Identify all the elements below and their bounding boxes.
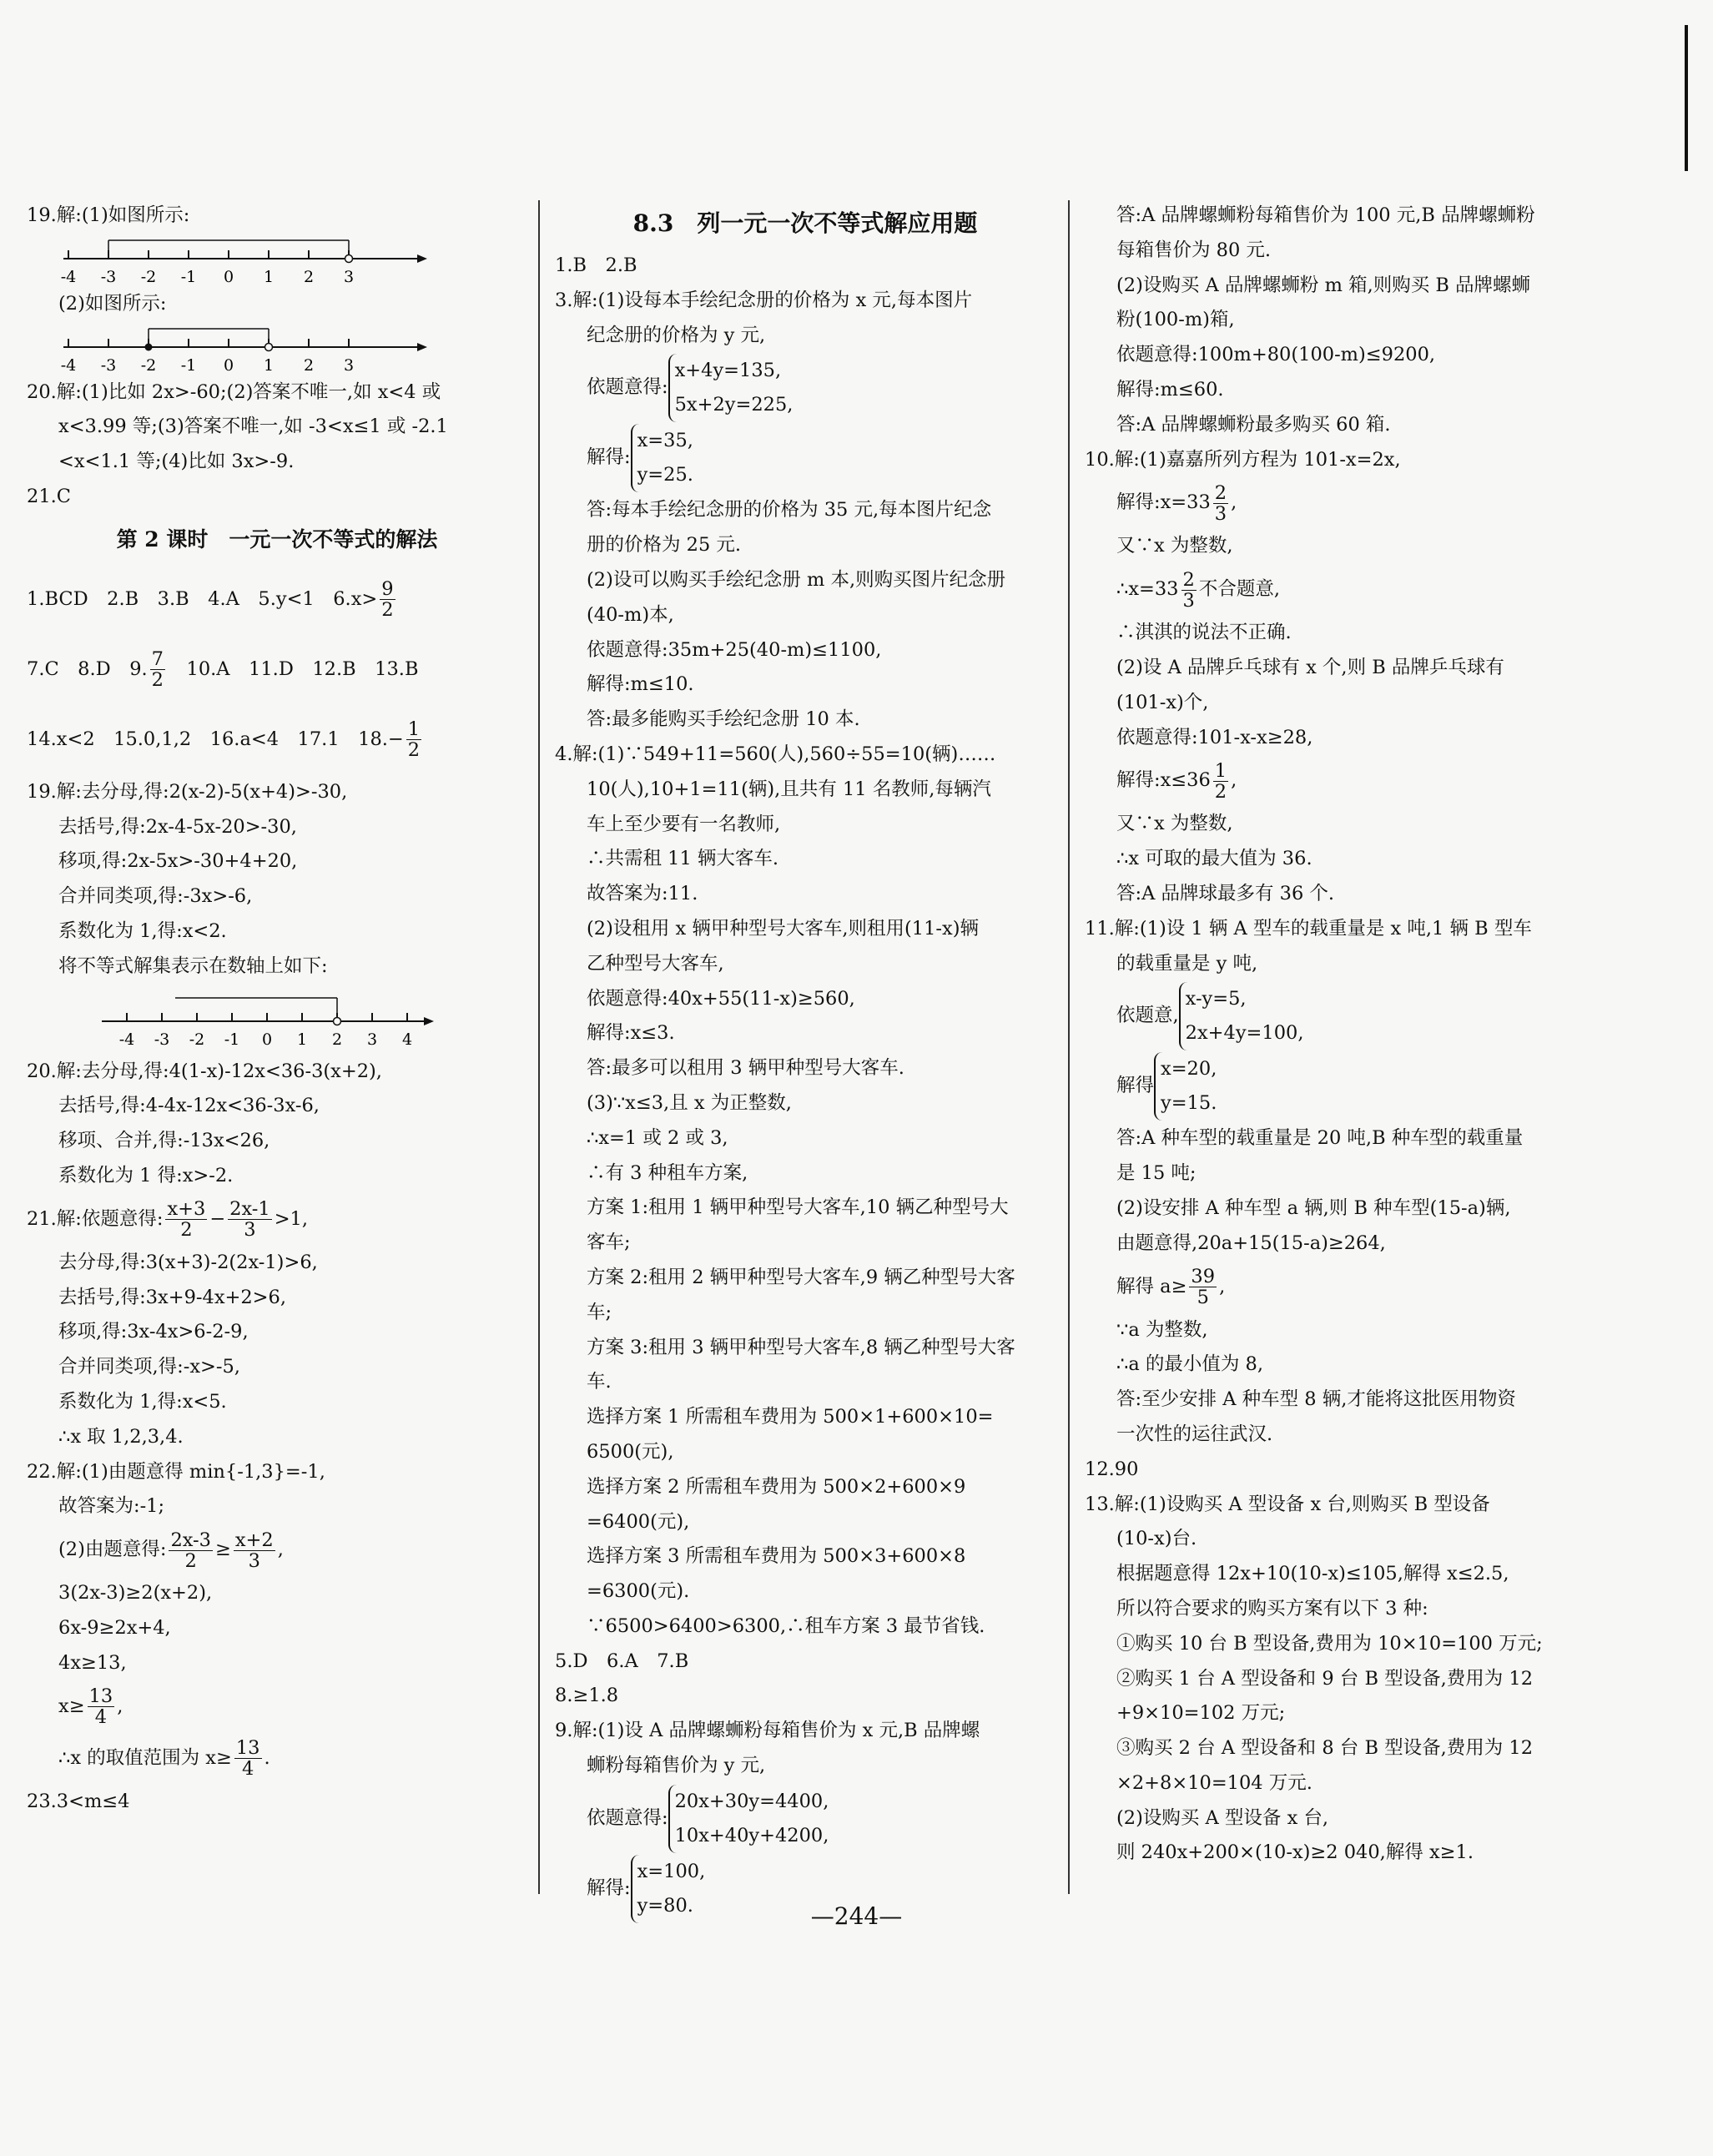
text-line: 车; xyxy=(587,1301,612,1323)
scan-edge-mark xyxy=(1685,25,1688,171)
text-line: +9×10=102 万元; xyxy=(1116,1702,1286,1725)
text-line: 客车; xyxy=(587,1232,631,1254)
number-line-3 xyxy=(27,985,461,1055)
solution-line: ∴x 取 1,2,3,4. xyxy=(58,1425,184,1448)
column-divider xyxy=(538,200,540,1894)
q22-range: ∴x 的取值范围为 x≥ $\frac{13}{4}$ . xyxy=(58,1737,270,1781)
solution-line: 移项,得:2x-5x>-30+4+20, xyxy=(58,850,298,873)
solution-line: 移项、合并,得:-13x<26, xyxy=(58,1130,270,1152)
tick-label: 3 xyxy=(343,267,355,286)
text-line: 解得:m≤60. xyxy=(1116,378,1224,400)
text-line: 依题意得:100m+80(100-m)≤9200, xyxy=(1116,344,1436,366)
tick-label: -3 xyxy=(154,1030,170,1049)
tick-label: 3 xyxy=(366,1030,378,1049)
tick-label: -2 xyxy=(140,355,157,375)
text-line: ③购买 2 台 A 型设备和 8 台 B 型设备,费用为 12 xyxy=(1116,1737,1534,1760)
text-block xyxy=(1085,1121,1619,1261)
q19-line: 19.解:(1)如图所示: xyxy=(27,204,190,226)
text-line: ∴x=1 或 2 或 3, xyxy=(587,1126,728,1149)
text-line: 方案 3:租用 3 辆甲种型号大客车,8 辆乙种型号大客 xyxy=(587,1336,1015,1358)
text-line: 则 240x+200×(10-x)≥2 040,解得 x≥1. xyxy=(1116,1841,1474,1864)
tick-label: 2 xyxy=(303,267,315,286)
text-line: 1.B 2.B xyxy=(555,254,637,276)
q22-inequality: (2)由题意得: $\frac{2x-3}{2}$ ≥ $\frac{x+2}{3}$ , xyxy=(58,1529,284,1572)
fraction: $\frac{13}{4}$ xyxy=(88,1685,113,1729)
tick-label: 0 xyxy=(223,355,234,375)
fraction: $\frac{9}{2}$ xyxy=(381,578,394,622)
text-line: (3)∵x≤3,且 x 为正整数, xyxy=(587,1091,792,1114)
text-line: 解得:m≤10. xyxy=(587,673,694,696)
tick-label: 1 xyxy=(263,267,275,286)
text-line: 由题意得,20a+15(15-a)≥264, xyxy=(1116,1232,1386,1254)
text-line: 答:A 种车型的载重量是 20 吨,B 种车型的载重量 xyxy=(1116,1127,1524,1150)
text-line: ∴共需租 11 辆大客车. xyxy=(587,848,779,870)
tick-label: -1 xyxy=(180,267,197,286)
text-line: 的载重量是 y 吨, xyxy=(1116,952,1258,975)
text-line: (2)设安排 A 种车型 a 辆,则 B 种车型(15-a)辆, xyxy=(1116,1196,1511,1219)
q20-line2: x<3.99 等;(3)答案不唯一,如 -3<x≤1 或 -2.1 xyxy=(58,416,448,438)
equation-system: 依题意, x-y=5, 2x+4y=100, xyxy=(1085,981,1619,1051)
text-line: (2)设购买 A 品牌螺蛳粉 m 箱,则购买 B 品牌螺蛳 xyxy=(1116,274,1531,296)
solution-line: 故答案为:-1; xyxy=(58,1495,165,1518)
solution-line: 将不等式解集表示在数轴上如下: xyxy=(58,955,328,977)
tick-label: -4 xyxy=(118,1030,135,1049)
solution-line: 去括号,得:2x-4-5x-20>-30, xyxy=(58,815,297,838)
q21-equation: 21.解:依题意得: $\frac{x+3}{2}$ − $\frac{2x-1}{3}$ >1, xyxy=(27,1198,309,1242)
q23-answer: 23.3<m≤4 xyxy=(27,1790,130,1812)
number-line-2 xyxy=(27,322,461,375)
fraction: $\frac{39}{5}$ xyxy=(1191,1266,1216,1309)
text-line: (2)设可以购买手绘纪念册 m 本,则购买图片纪念册 xyxy=(587,568,1006,591)
q19-part2: (2)如图所示: xyxy=(58,292,167,315)
tick-label: 4 xyxy=(401,1030,413,1049)
text-line: 3.解:(1)设每本手绘纪念册的价格为 x 元,每本图片 xyxy=(555,289,973,311)
solution-line: 去括号,得:3x+9-4x+2>6, xyxy=(58,1286,286,1308)
text-line: 4.解:(1)∵549+11=560(人),560÷55=10(辆)…… xyxy=(555,743,996,765)
tick-label: 0 xyxy=(261,1030,273,1049)
equation-system: 依题意得: 20x+30y=4400, 10x+40y+4200, xyxy=(555,1784,1056,1854)
text-line: 11.解:(1)设 1 辆 A 型车的载重量是 x 吨,1 辆 B 型车 xyxy=(1085,917,1532,939)
text-line: 12.90 xyxy=(1085,1458,1139,1480)
equation-system: 依题意得: x+4y=135, 5x+2y=225, xyxy=(555,353,1056,423)
answers-row-1: 1.BCD 2.B 3.B 4.A 5.y<1 6.x> $\frac{9}{2}$ xyxy=(27,578,394,622)
tick-label: 0 xyxy=(223,267,234,286)
number-line-1 xyxy=(27,234,461,287)
text-line: 答:A 品牌螺蛳粉最多购买 60 箱. xyxy=(1116,413,1391,436)
page-number: —244— xyxy=(810,1902,903,1930)
q20-line3: <x<1.1 等;(4)比如 3x>-9. xyxy=(58,451,295,473)
column-left xyxy=(27,199,527,1819)
fraction: $\frac{x+3}{2}$ xyxy=(167,1198,206,1242)
tick-label: 1 xyxy=(296,1030,308,1049)
text-line: 车上至少要有一名教师, xyxy=(587,813,781,835)
q22-result: x≥ $\frac{13}{4}$ , xyxy=(58,1685,123,1729)
fraction: $\frac{13}{4}$ xyxy=(235,1737,260,1781)
text-line: 答:最多可以租用 3 辆甲种型号大客车. xyxy=(587,1057,904,1080)
column-middle xyxy=(555,199,1056,1924)
text-line: 6500(元), xyxy=(587,1440,674,1463)
fraction-line: 解得:x=33 $\frac{2}{3}$ , xyxy=(1116,481,1237,525)
text-line: 依题意得:40x+55(11-x)≥560, xyxy=(587,987,855,1010)
tick-label: -3 xyxy=(100,355,117,375)
text-line: ①购买 10 台 B 型设备,费用为 10×10=100 万元; xyxy=(1116,1632,1543,1655)
text-line: 10.解:(1)嘉嘉所列方程为 101-x=2x, xyxy=(1085,448,1401,471)
text-line: ∵a 为整数, xyxy=(1116,1318,1208,1341)
solution-line: 系数化为 1,得:x<5. xyxy=(58,1390,227,1413)
solution-line: 20.解:去分母,得:4(1-x)-12x<36-3(x+2), xyxy=(27,1060,382,1082)
text-line: 车. xyxy=(587,1371,612,1393)
fraction: $\frac{x+2}{3}$ xyxy=(234,1529,274,1572)
tick-label: 2 xyxy=(331,1030,343,1049)
text-line: 13.解:(1)设购买 A 型设备 x 台,则购买 B 型设备 xyxy=(1085,1493,1490,1515)
equation-solution: 解得: x=100, y=80. xyxy=(555,1854,1056,1924)
tick-label: -4 xyxy=(60,267,77,286)
tick-label: -4 xyxy=(60,355,77,375)
answers-row-2: 7.C 8.D 9. $\frac{7}{2}$ 10.A 11.D 12.B 13.B xyxy=(27,648,419,692)
text-line: 10(人),10+1=11(辆),且共有 11 名教师,每辆汽 xyxy=(587,778,991,800)
text-block xyxy=(1085,1313,1619,1871)
solution-line: 6x-9≥2x+4, xyxy=(58,1616,171,1639)
text-line: 5.D 6.A 7.B xyxy=(555,1650,689,1672)
solution-line: 移项,得:3x-4x>6-2-9, xyxy=(58,1321,249,1343)
text-line: (2)设 A 品牌乒乓球有 x 个,则 B 品牌乒乓球有 xyxy=(1116,656,1504,678)
text-line: 答:A 品牌螺蛳粉每箱售价为 100 元,B 品牌螺蛳粉 xyxy=(1116,204,1535,226)
section-title: 8.3 列一元一次不等式解应用题 xyxy=(632,209,978,237)
tick-label: -1 xyxy=(224,1030,240,1049)
solution-line: 去分母,得:3(x+3)-2(2x-1)>6, xyxy=(58,1251,318,1273)
text-line: (2)设租用 x 辆甲种型号大客车,则租用(11-x)辆 xyxy=(587,917,979,939)
text-line: 所以符合要求的购买方案有以下 3 种: xyxy=(1116,1597,1428,1620)
tick-label: 3 xyxy=(343,355,355,375)
solution-line: 19.解:去分母,得:2(x-2)-5(x+4)>-30, xyxy=(27,780,348,803)
text-line: 选择方案 1 所需租车费用为 500×1+600×10= xyxy=(587,1406,994,1428)
text-line: 选择方案 2 所需租车费用为 500×2+600×9 xyxy=(587,1475,966,1498)
text-line: 答:每本手绘纪念册的价格为 35 元,每本图片纪念 xyxy=(587,499,992,521)
text-line: ×2+8×10=104 万元. xyxy=(1116,1771,1312,1794)
text-line: 蛳粉每箱售价为 y 元, xyxy=(587,1755,766,1777)
tick-label: 1 xyxy=(263,355,275,375)
solution-line: 系数化为 1 得:x>-2. xyxy=(58,1164,234,1186)
section-heading: 第 2 课时 一元一次不等式的解法 xyxy=(116,526,438,552)
fraction: $\frac{2x-1}{3}$ xyxy=(229,1198,270,1242)
fraction: $\frac{2}{3}$ xyxy=(1182,568,1195,612)
tick-label: 2 xyxy=(303,355,315,375)
text-line: 纪念册的价格为 y 元, xyxy=(587,324,766,346)
text-block xyxy=(1085,616,1619,755)
tick-label: -2 xyxy=(140,267,157,286)
text-line: =6400(元), xyxy=(587,1510,690,1533)
equation-solution: 解得: x=35, y=25. xyxy=(555,423,1056,493)
fraction: $\frac{2x-3}{2}$ xyxy=(170,1529,211,1572)
solution-line: 3(2x-3)≥2(x+2), xyxy=(58,1582,213,1604)
solution-line: 22.解:(1)由题意得 min{-1,3}=-1, xyxy=(27,1460,325,1483)
solution-line: 去括号,得:4-4x-12x<36-3x-6, xyxy=(58,1095,320,1117)
fraction-line: 解得:x≤36 $\frac{1}{2}$ , xyxy=(1116,759,1237,803)
tick-label: -1 xyxy=(180,355,197,375)
text-line: 依题意得:101-x-x≥28, xyxy=(1116,726,1313,748)
text-line: (2)设购买 A 型设备 x 台, xyxy=(1116,1806,1329,1829)
fraction-line: ∴x=33 $\frac{2}{3}$ 不合题意, xyxy=(1116,568,1280,612)
text-line: =6300(元). xyxy=(587,1580,690,1603)
solution-line: 系数化为 1,得:x<2. xyxy=(58,919,227,942)
text-line: 粉(100-m)箱, xyxy=(1116,309,1235,331)
equation-solution: 解得 x=20, y=15. xyxy=(1085,1051,1619,1121)
fraction: $\frac{7}{2}$ xyxy=(151,648,164,692)
text-block xyxy=(1085,199,1619,477)
q21-answer: 21.C xyxy=(27,485,71,507)
text-line: 依题意得:35m+25(40-m)≤1100, xyxy=(587,638,882,661)
fraction: $\frac{1}{2}$ xyxy=(407,718,421,762)
text-line: ②购买 1 台 A 型设备和 9 台 B 型设备,费用为 12 xyxy=(1116,1667,1534,1690)
fraction: $\frac{1}{2}$ xyxy=(1214,759,1227,803)
column-divider xyxy=(1068,200,1070,1894)
text-line: ∵6500>6400>6300,∴租车方案 3 最节省钱. xyxy=(587,1614,985,1637)
text-line: 解得:x≤3. xyxy=(587,1022,675,1045)
q20-line1: 20.解:(1)比如 2x>-60;(2)答案不唯一,如 x<4 或 xyxy=(27,380,441,403)
text-line: 9.解:(1)设 A 品牌螺蛳粉每箱售价为 x 元,B 品牌螺 xyxy=(555,1720,980,1742)
text-line: (101-x)个, xyxy=(1116,691,1209,713)
text-line: 又∵x 为整数, xyxy=(1116,813,1233,835)
text-line: 乙种型号大客车, xyxy=(587,952,724,975)
solution-line: 合并同类项,得:-x>-5, xyxy=(58,1356,240,1378)
text-line: 一次性的运往武汉. xyxy=(1116,1423,1273,1445)
solution-line: 4x≥13, xyxy=(58,1651,127,1674)
text-block xyxy=(555,493,1056,1783)
text-line: ∴淇淇的说法不正确. xyxy=(1116,622,1292,644)
tick-label: -3 xyxy=(100,267,117,286)
answers-row-3: 14.x<2 15.0,1,2 16.a<4 17.1 18.− $\frac{1}{2}$ xyxy=(27,718,421,762)
fraction: $\frac{2}{3}$ xyxy=(1214,481,1227,525)
text-line: 故答案为:11. xyxy=(587,883,698,905)
text-line: 册的价格为 25 元. xyxy=(587,534,742,557)
text-line: 每箱售价为 80 元. xyxy=(1116,239,1272,261)
text-line: 答:最多能购买手绘纪念册 10 本. xyxy=(587,708,860,731)
text-line: ∴a 的最小值为 8, xyxy=(1116,1353,1264,1376)
text-line: (10-x)台. xyxy=(1116,1528,1197,1550)
text-line: 又∵x 为整数, xyxy=(1116,535,1233,557)
text-line: 方案 1:租用 1 辆甲种型号大客车,10 辆乙种型号大 xyxy=(587,1196,1009,1219)
tick-label: -2 xyxy=(189,1030,205,1049)
text-line: 选择方案 3 所需租车费用为 500×3+600×8 xyxy=(587,1545,966,1568)
text-line: 根据题意得 12x+10(10-x)≤105,解得 x≤2.5, xyxy=(1116,1563,1509,1585)
fraction-line: 解得 a≥ $\frac{39}{5}$ , xyxy=(1116,1266,1226,1309)
text-line: ∴有 3 种租车方案, xyxy=(587,1161,748,1184)
text-line: 答:至少安排 A 种车型 8 辆,才能将这批医用物资 xyxy=(1116,1388,1516,1411)
text-line: ∴x 可取的最大值为 36. xyxy=(1116,848,1312,870)
text-line: 8.≥1.8 xyxy=(555,1685,619,1707)
text-block xyxy=(1085,807,1619,981)
text-line: 答:A 品牌球最多有 36 个. xyxy=(1116,882,1335,904)
solution-line: 合并同类项,得:-3x>-6, xyxy=(58,885,253,908)
text-line: 是 15 吨; xyxy=(1116,1162,1197,1185)
column-right xyxy=(1085,199,1619,1871)
text-line: (40-m)本, xyxy=(587,603,674,626)
text-line: 方案 2:租用 2 辆甲种型号大客车,9 辆乙种型号大客 xyxy=(587,1266,1015,1288)
